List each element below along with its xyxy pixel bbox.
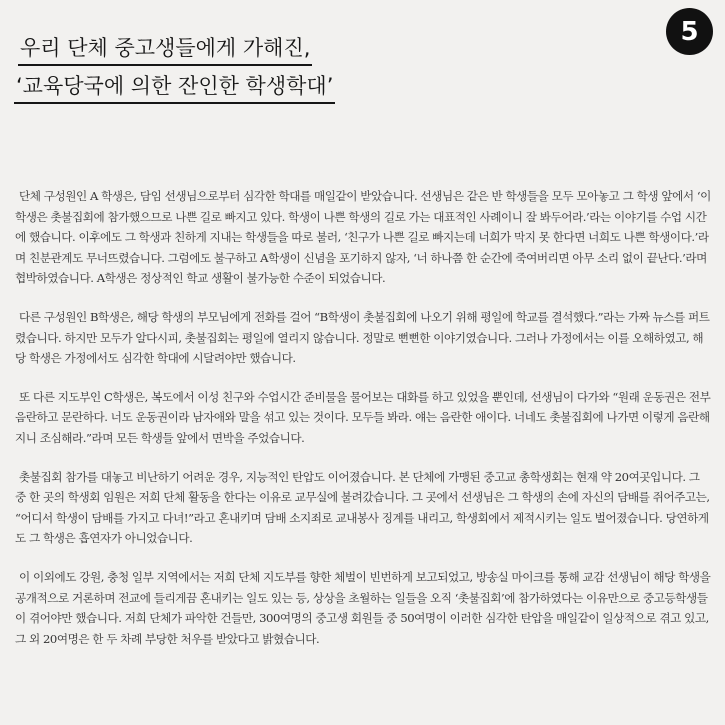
paragraph-other-regions: 이 이외에도 강원, 충청 일부 지역에서는 저희 단체 지도부를 향한 체벌이 빈번하게 보고되었고, 방송실 마이크를 통해 교감 선생님이 해당 학생을 공개적으로 거론하며 전교에 들리게끔 혼내키는 일도 있는 등, 상상을 초월하는 일들을 오직 ‘촛불집회’에 참가하였다는 이유만으로 중고등학생들이 겪어야만 했습니다. 저희 단체가 파악한 건들만, 300여명의 중고생 회원들 중 50여명이 이러한 심각한 탄압을 매일같이 일상적으로 겪고 있고, 그 외 20여명은 한 두 차례 부당한 처우를 받았다고 밝혔습니다. bbox=[15, 569, 711, 646]
body-text bbox=[15, 186, 711, 667]
title-line-2: ‘교육당국에 의한 잔인한 학생학대’ bbox=[14, 74, 335, 104]
title-line-1: 우리 단체 중고생들에게 가해진, bbox=[18, 36, 312, 66]
page-number: 5 bbox=[680, 16, 699, 47]
paragraph-student-b: 다른 구성원인 B학생은, 해당 학생의 부모님에게 전화를 걸어 “B학생이 촛불집회에 나오기 위해 평일에 학교를 결석했다.”라는 가짜 뉴스를 퍼트렸습니다. 하지만 모두가 알다시피, 촛불집회는 평일에 열리지 않습니다. 정말로 뻔뻔한 이야기였습니다. 그러나 가정에서는 이를 오해하였고, 해당 학생은 가정에서도 심각한 학대에 시달려야만 했습니다. bbox=[15, 309, 710, 366]
page-title bbox=[14, 36, 335, 104]
paragraph-student-council: 촛불집회 참가를 대놓고 비난하기 어려운 경우, 지능적인 탄압도 이어졌습니다. 본 단체에 가맹된 중고교 총학생회는 현재 약 20여곳입니다. 그 중 한 곳의 학생회 임원은 저희 단체 활동을 한다는 이유로 교무실에 불려갔습니다. 그 곳에서 선생님은 그 학생의 손에 자신의 담배를 쥐어주고는, “어디서 학생이 담배를 가지고 다녀!”라고 혼내키며 담배 소지죄로 교내봉사 징계를 내리고, 학생회에서 제적시키는 일도 벌어졌습니다. 당연하게도 그 학생은 흡연자가 아니었습니다. bbox=[15, 469, 710, 546]
paragraph-student-a: 단체 구성원인 A 학생은, 담임 선생님으로부터 심각한 학대를 매일같이 받았습니다. 선생님은 같은 반 학생들을 모두 모아놓고 그 학생 앞에서 ‘이 학생은 촛불집회에 참가했으므로 나쁜 길로 빠지고 있다. 학생이 나쁜 학생의 길로 가는 대표적인 사례이니 잘 봐두어라.’라는 이야기를 수업 시간에 했습니다. 이후에도 그 학생과 친하게 지내는 학생들을 따로 불러, ‘친구가 나쁜 길로 빠지는데 너희가 막지 못 한다면 너희도 나쁜 학생이다.’라며 친분관계도 무너뜨렸습니다. 그럼에도 불구하고 A학생이 신념을 포기하지 않자, ‘너 하나쯤 한 순간에 죽여버리면 아무 소리 없이 끝난다.’라며 협박하였습니다. A학생은 정상적인 학교 생활이 불가능한 수준이 되었습니다. bbox=[15, 189, 711, 286]
page-number-badge bbox=[666, 8, 713, 55]
paragraph-student-c: 또 다른 지도부인 C학생은, 복도에서 이성 친구와 수업시간 준비물을 물어보는 대화를 하고 있었을 뿐인데, 선생님이 다가와 “원래 운동권은 전부 음란하고 문란하다. 너도 운동권이라 남자애와 말을 섞고 있는 것이다. 모두들 봐라. 얘는 음란한 애이다. 너네도 촛불집회에 나가면 이렇게 음란해지니 조심해라.”라며 모든 학생들 앞에서 면박을 주었습니다. bbox=[15, 389, 711, 445]
